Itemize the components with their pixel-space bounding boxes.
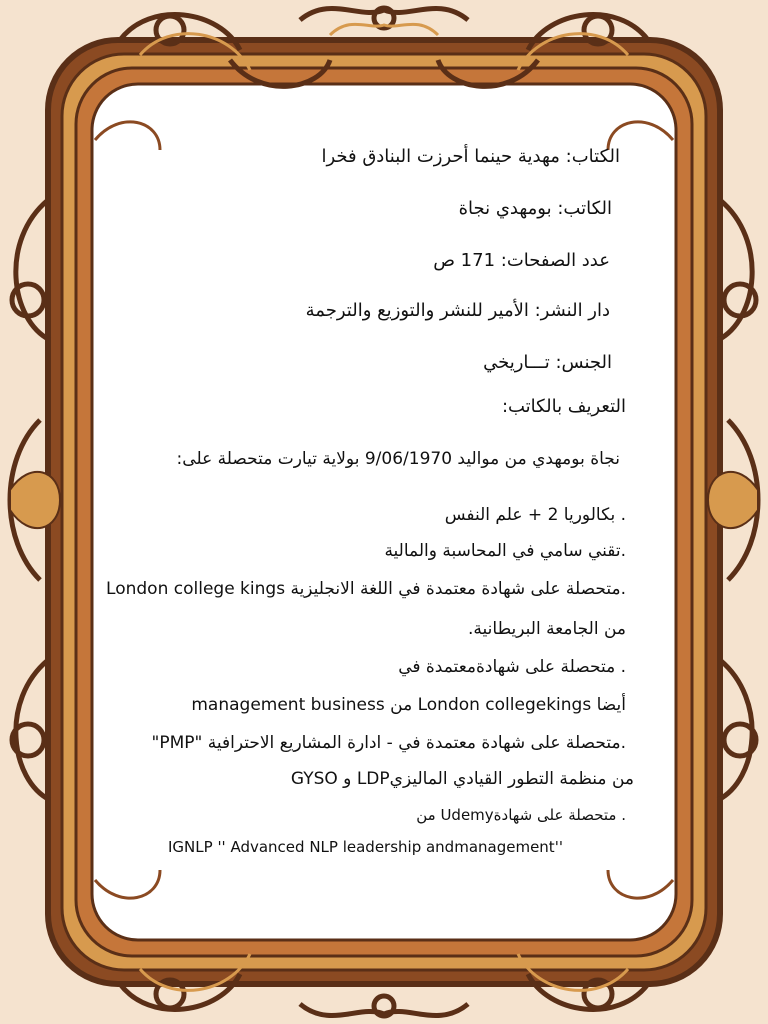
- bio-birth-line: نجاة بومهدي من مواليد 9/06/1970 بولاية تيارت متحصلة على:: [176, 449, 620, 469]
- right-flourish-gold: [708, 472, 758, 528]
- bio-management-line: أيضا London collegekings من management business: [191, 695, 626, 715]
- bio-bac-line: . بكالوريا 2 + علم النفس: [444, 505, 626, 525]
- bio-cert-in-line: . متحصلة على شهادةمعتمدة في: [398, 657, 626, 677]
- bio-british-uni-line: من الجامعة البريطانية.: [468, 619, 626, 639]
- book-title-line: الكتاب: مهدية حينما أحرزت البنادق فخرا: [321, 146, 620, 167]
- about-author-heading: التعريف بالكاتب:: [501, 396, 626, 417]
- bio-english-cert-line: .متحصلة على شهادة معتمدة في اللغة الانجليزية London college kings: [106, 579, 626, 599]
- bio-tech-line: .تقني سامي في المحاسبة والمالية: [384, 541, 626, 561]
- bio-ignlp-line: IGNLP '' Advanced NLP leadership andmanagement'': [168, 838, 563, 856]
- left-flourish-gold: [10, 472, 60, 528]
- bio-pmp-line: .متحصلة على شهادة معتمدة في - ادارة المشاريع الاحترافية "PMP": [151, 733, 626, 753]
- book-publisher-line: دار النشر: الأمير للنشر والتوزيع والترجمة: [305, 300, 610, 321]
- book-author-line: الكاتب: بومهدي نجاة: [458, 198, 612, 219]
- book-pages-line: عدد الصفحات: 171 ص: [433, 250, 610, 271]
- bio-udemy-line: . متحصلة على شهادةUdemy من: [416, 806, 626, 824]
- book-genre-line: الجنس: تـــاريخي: [483, 352, 612, 373]
- bio-ldp-line: من منظمة التطور القيادي الماليزيLDP و GYSO: [290, 769, 634, 789]
